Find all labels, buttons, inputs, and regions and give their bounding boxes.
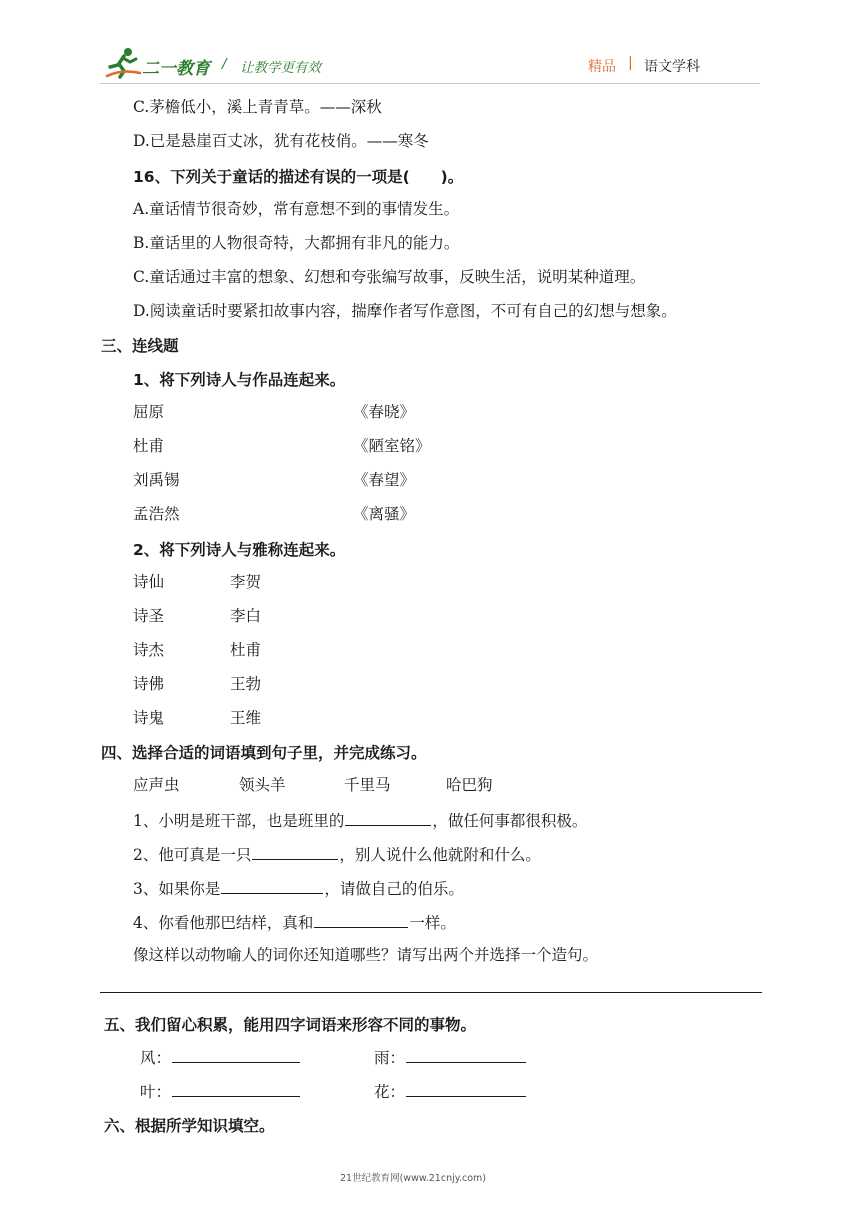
title-item: 诗仙 [133,573,165,591]
poet-item: 杜甫 [133,437,165,455]
section4-extra-question: 像这样以动物喻人的词你还知道哪些？请写出两个并选择一个造句。 [133,946,599,964]
title-item: 诗佛 [133,675,165,693]
poet-name-item: 李白 [230,607,262,625]
runner-logo-icon [104,47,142,79]
sentence-2 [133,843,541,865]
word-option: 应声虫 [133,776,180,794]
section3-q1-stem: 1、将下列诗人与作品连起来。 [133,371,346,389]
sentence-2-post: ，别人说什么他就附和什么。 [339,846,541,864]
section3-title: 三、连线题 [101,337,179,355]
wind-row [140,1046,301,1068]
sentence-3-pre: 3、如果你是 [133,880,221,898]
sentence-1-post: ，做任何事都很积极。 [432,812,588,830]
header-divider: | [628,55,633,71]
section6-title: 六、根据所学知识填空。 [104,1117,275,1135]
q15-option-d: D.已是悬崖百丈冰，犹有花枝俏。——寒冬 [133,132,429,150]
q16-option-b: B.童话里的人物很奇特，大都拥有非凡的能力。 [133,234,460,252]
poet-name-item: 李贺 [230,573,262,591]
quality-tag: 精品 [588,59,616,75]
poet-item: 刘禹锡 [133,471,180,489]
answer-blank[interactable] [221,877,323,894]
flower-label: 花： [374,1083,406,1101]
q15-option-c: C.茅檐低小，溪上青青草。——深秋 [133,98,382,116]
logo-text: 二一教育 [142,59,210,79]
leaf-label: 叶： [140,1083,172,1101]
title-item: 诗杰 [133,641,165,659]
rain-row [374,1046,527,1068]
word-option: 领头羊 [239,776,286,794]
poet-name-item: 王勃 [230,675,262,693]
slogan-slash: / [222,56,227,72]
section5-title: 五、我们留心积累，能用四字词语来形容不同的事物。 [104,1016,477,1034]
work-item: 《春晓》 [353,403,416,421]
sentence-4 [133,911,456,933]
q16-option-d: D.阅读童话时要紧扣故事内容，揣摩作者写作意图，不可有自己的幻想与想象。 [133,302,677,320]
q16-option-c: C.童话通过丰富的想象、幻想和夸张编写故事，反映生活，说明某种道理。 [133,268,646,286]
sentence-4-post: 一样。 [409,914,456,932]
poet-name-item: 王维 [230,709,262,727]
answer-line[interactable] [100,992,762,993]
rain-blank[interactable] [406,1046,526,1063]
q16-stem: 16、下列关于童话的描述有误的一项是( )。 [133,168,464,186]
work-item: 《离骚》 [353,505,416,523]
sentence-1-pre: 1、小明是班干部，也是班里的 [133,812,345,830]
wind-label: 风： [140,1049,172,1067]
poet-item: 屈原 [133,403,165,421]
leaf-blank[interactable] [172,1080,300,1097]
sentence-4-pre: 4、你看他那巴结样，真和 [133,914,314,932]
flower-row [374,1080,527,1102]
rain-label: 雨： [374,1049,406,1067]
answer-blank[interactable] [314,911,408,928]
answer-blank[interactable] [252,843,338,860]
word-option: 哈巴狗 [446,776,493,794]
sentence-2-pre: 2、他可真是一只 [133,846,252,864]
work-item: 《春望》 [353,471,416,489]
poet-item: 孟浩然 [133,505,180,523]
q16-option-a: A.童话情节很奇妙，常有意想不到的事情发生。 [133,200,460,218]
leaf-row [140,1080,301,1102]
work-item: 《陋室铭》 [353,437,431,455]
header-separator [100,83,760,84]
section3-q2-stem: 2、将下列诗人与雅称连起来。 [133,541,346,559]
poet-name-item: 杜甫 [230,641,262,659]
sentence-3 [133,877,464,899]
wind-blank[interactable] [172,1046,300,1063]
title-item: 诗鬼 [133,709,165,727]
section4-title: 四、选择合适的词语填到句子里，并完成练习。 [101,744,427,762]
title-item: 诗圣 [133,607,165,625]
answer-blank[interactable] [345,809,431,826]
footer-text: 21世纪教育网(www.21cnjy.com) [340,1173,487,1184]
sentence-3-post: ，请做自己的伯乐。 [324,880,464,898]
sentence-1 [133,809,587,831]
slogan: 让教学更有效 [240,60,321,76]
flower-blank[interactable] [406,1080,526,1097]
subject-label: 语文学科 [644,59,700,75]
word-option: 千里马 [344,776,391,794]
